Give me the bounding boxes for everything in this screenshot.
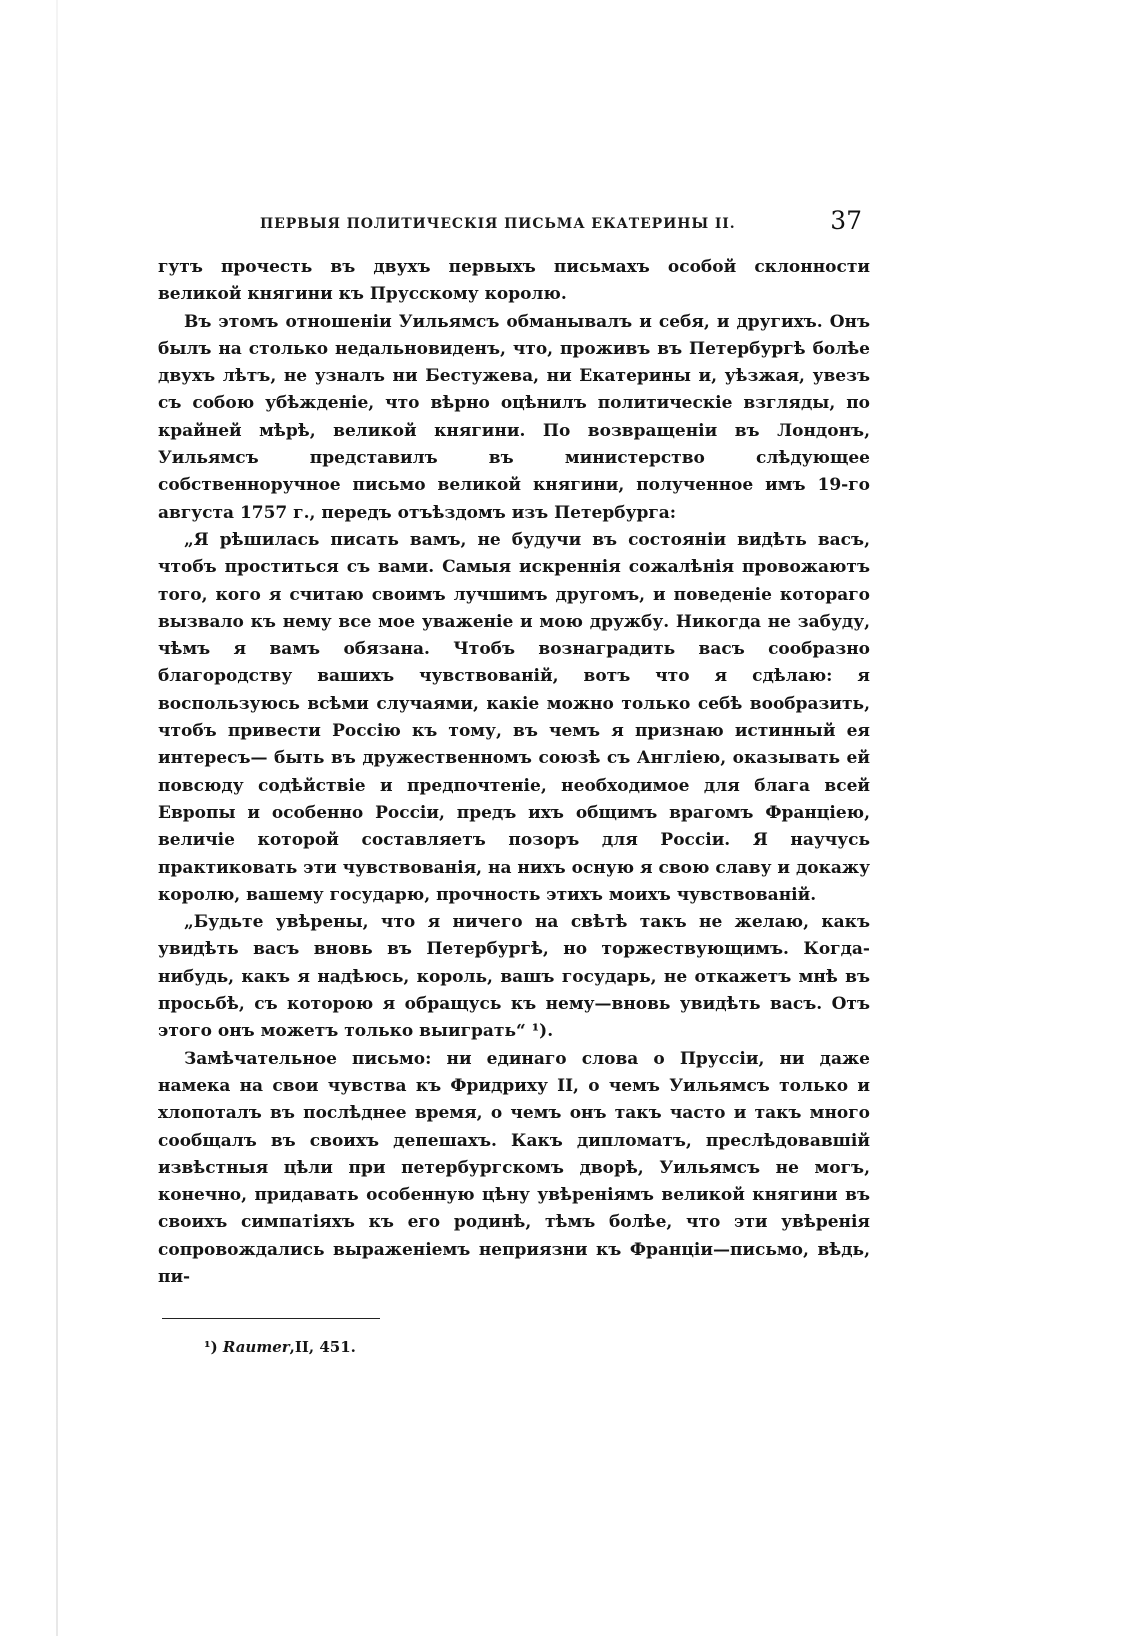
footnote-rule	[162, 1318, 380, 1319]
running-head	[158, 206, 870, 240]
footnote-author: Raumer	[222, 1338, 290, 1356]
footnote-marker: ¹)	[204, 1338, 218, 1356]
paragraph-letter-quote: „Я рѣшилась писать вамъ, не будучи въ состояніи видѣть васъ, чтобъ проститься съ вами. Самыя искреннія сожалѣнія провожаютъ того, кого я считаю своимъ лучшимъ другомъ, и поведеніе котораго вызвало къ нему все мое уваженіе и мою дружбу. Никогда не забуду, чѣмъ я вамъ обязана. Чтобъ вознаградить васъ сообразно благородству вашихъ чувствованій, вотъ что я сдѣлаю: я воспользуюсь всѣми случаями, какіе можно только себѣ вообразить, чтобъ привести Россію къ тому, въ чемъ я признаю истинный ея интересъ— быть въ дружественномъ союзѣ съ Англіею, оказывать ей повсюду содѣйствіе и предпочтеніе, необходимое для блага всей Европы и особенно Россіи, предъ ихъ общимъ врагомъ Франціею, величіе которой составляетъ позоръ для Россіи. Я научусь практиковать эти чувствованія, на нихъ осную я свою славу и докажу королю, вашему государю, прочность этихъ моихъ чувствованій.	[158, 529, 870, 905]
paragraph-letter-closing: „Будьте увѣрены, что я ничего на свѣтѣ такъ не желаю, какъ увидѣть васъ вновь въ Петербургѣ, но торжествующимъ. Когда-нибудь, какъ я надѣюсь, король, вашъ государь, не откажетъ мнѣ въ просьбѣ, съ которою я обращусь къ нему—вновь увидѣть васъ. Отъ этого онъ можетъ только выиграть“ ¹).	[158, 912, 870, 1042]
book-page	[158, 206, 870, 1291]
page-number: 37	[830, 206, 862, 235]
scan-edge-shadow	[56, 0, 58, 1636]
paragraph-commentary: Замѣчательное письмо: ни единаго слова о Пруссіи, ни даже намека на свои чувства къ Фридриху II, о чемъ Уильямсъ только и хлопоталъ въ послѣднее время, о чемъ онъ такъ часто и такъ много сообщалъ въ своихъ депешахъ. Какъ дипломатъ, преслѣдовавшій извѣстныя цѣли при петербургскомъ дворѣ, Уильямсъ не могъ, конечно, придавать особенную цѣну увѣреніямъ великой княгини въ своихъ симпатіяхъ къ его родинѣ, тѣмъ болѣе, что эти увѣренія сопровождались выраженіемъ неприязни къ Франціи—письмо, вѣдь, пи-	[158, 1048, 870, 1287]
paragraph-continuation: гутъ прочесть въ двухъ первыхъ письмахъ особой склонности великой княгини къ Прусскому королю.	[158, 257, 870, 305]
footnote	[204, 1338, 356, 1356]
paragraph-williams: Въ этомъ отношеніи Уильямсъ обманывалъ и себя, и другихъ. Онъ былъ на столько недальновиденъ, что, проживъ въ Петербургѣ болѣе двухъ лѣтъ, не узналъ ни Бестужева, ни Екатерины и, уѣзжая, увезъ съ собою убѣжденіе, что вѣрно оцѣнилъ политическіе взгляды, по крайней мѣрѣ, великой княгини. По возвращеніи въ Лондонъ, Уильямсъ представилъ въ министерство слѣдующее собственноручное письмо великой княгини, полученное имъ 19-го августа 1757 г., передъ отъѣздомъ изъ Петербурга:	[158, 311, 870, 523]
footnote-reference: ,II, 451.	[289, 1338, 356, 1356]
body-text	[158, 254, 870, 1291]
running-title: ПЕРВЫЯ ПОЛИТИЧЕСКІЯ ПИСЬМА ЕКАТЕРИНЫ II.	[260, 216, 736, 232]
